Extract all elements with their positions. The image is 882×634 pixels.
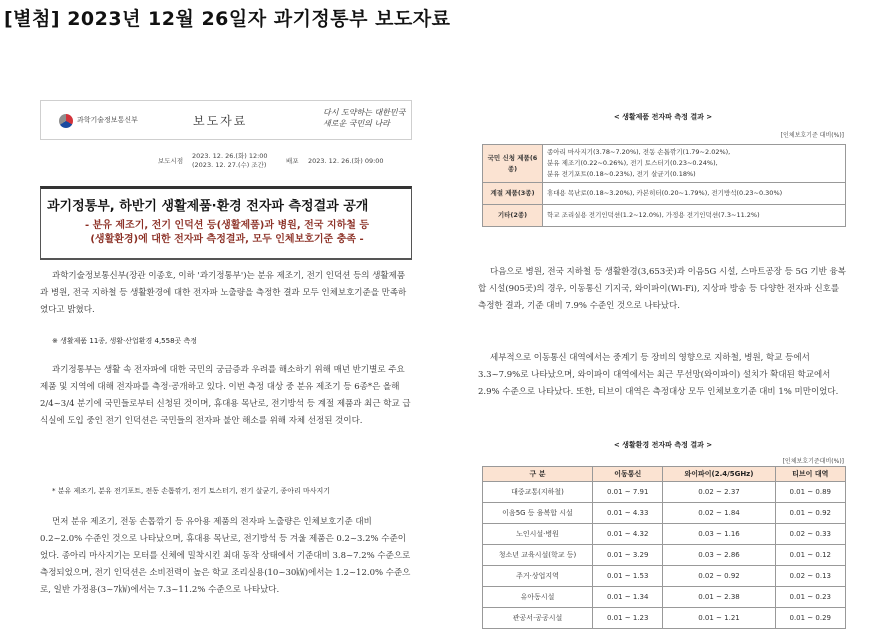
env-table-unit: [인체보호기준대비(%)] (782, 458, 844, 465)
note-1: ※ 생활제품 11종, 생활·산업환경 4,558곳 측정 (52, 337, 198, 345)
headline-box (40, 186, 412, 260)
table-row (483, 608, 846, 629)
product-results-table (482, 144, 846, 227)
table-cell: 0.01 ~ 1.23 (593, 608, 663, 629)
table-row (483, 587, 846, 608)
table-row (483, 482, 846, 503)
table-cell: 0.01 ~ 0.29 (775, 608, 845, 629)
press-release-page-2 (478, 100, 848, 634)
column-header: 구 분 (483, 467, 593, 482)
table-cell: 휴대용 목난로(0.18~3.20%), 카본히터(0.20~1.79%), 전기방석(0.23~0.30%) (543, 183, 846, 205)
table-cell: 0.01 ~ 0.23 (775, 587, 845, 608)
table-header-row (483, 467, 846, 482)
table-cell: 0.01 ~ 4.33 (593, 503, 663, 524)
table-row (483, 545, 846, 566)
paragraph-4: 다음으로 병원, 전국 지하철 등 생활환경(3,653곳)과 이음5G 시설, 스마트공장 등 5G 기반 융복합 시설(905곳)의 경우, 이동통신 기지국, 와이파이(Wi-Fi), 지상파 방송 등 다양한 전자파 신호를 측정한 결과, 기준 대비 7.9% 수준인 것으로 나타났다. (478, 267, 846, 311)
table-cell: 계절 제품(3종) (483, 183, 543, 205)
table-cell: 0.02 ~ 0.13 (775, 566, 845, 587)
distribution-label: 배포 (286, 157, 299, 165)
paragraph-2: 과기정통부는 생활 속 전자파에 대한 국민의 궁금증과 우려를 해소하기 위해 매년 반기별로 주요 제품 및 지역에 대해 전자파를 측정·공개하고 있다. 이번 측정 대상 중 분유 제조기 등 6종*은 올해 2/4~3/4 분기에 국민들로부터 신청된 것이며, 휴대용 목난로, 전기방석 등 계절 제품과 최근 학교 급식실에 도입 중인 전기 인덕션은 국민들의 전자파 불안 해소를 위해 자체 선정된 것이다. (40, 365, 411, 426)
paragraph-5: 세부적으로 이동통신 대역에서는 중계기 등 장비의 영향으로 지하철, 병원, 학교 등에서 3.3~7.9%로 나타났으며, 와이파이 대역에서는 최근 무선망(와이파이) 설치가 확대된 학교에서 2.9% 수준으로 나타났다. 또한, 티브이 대역은 측정대상 모두 인체보호기준 대비 1% 미만이었다. (478, 353, 839, 397)
table-cell: 0.03 ~ 2.86 (663, 545, 775, 566)
headline: 과기정통부, 하반기 생활제품·환경 전자파 측정결과 공개 (47, 199, 369, 214)
table-row (483, 524, 846, 545)
table-cell: 0.01 ~ 3.29 (593, 545, 663, 566)
ministry-logo-icon (59, 114, 73, 128)
table-row (483, 503, 846, 524)
table-cell: 0.01 ~ 0.12 (775, 545, 845, 566)
table-row (483, 145, 846, 183)
table-cell: 0.01 ~ 4.32 (593, 524, 663, 545)
subheadline: - 분유 제조기, 전기 인덕션 등(생활제품)과 병원, 전국 지하철 등 (생활환경)에 대한 전자파 측정결과, 모두 인체보호기준 충족 - (84, 220, 370, 245)
product-table-title: < 생활제품 전자파 측정 결과 > (613, 113, 713, 121)
table-cell: 0.03 ~ 1.16 (663, 524, 775, 545)
page-title: [별첨] 2023년 12월 26일자 과기정통부 보도자료 (4, 8, 451, 30)
table-row (483, 183, 846, 205)
column-header: 이동통신 (593, 467, 663, 482)
table-cell: 0.02 ~ 1.84 (663, 503, 775, 524)
document-header (40, 100, 412, 140)
table-cell: 0.02 ~ 0.33 (775, 524, 845, 545)
table-cell: 0.02 ~ 0.92 (663, 566, 775, 587)
press-release-page-1 (40, 100, 412, 634)
table-row (483, 205, 846, 227)
column-header: 티브이 대역 (775, 467, 845, 482)
note-2: * 분유 제조기, 분유 전기포트, 전동 손톱깎기, 전기 토스터기, 전기 살균기, 종아리 마사지기 (52, 487, 330, 495)
paragraph-3: 먼저 분유 제조기, 전동 손톱깎기 등 유아용 제품의 전자파 노출량은 인체보호기준 대비 0.2~2.0% 수준인 것으로 나타났으며, 휴대용 목난로, 전기방석 등 겨울 제품은 0.2~3.2% 수준이었다. 종아리 마사지기는 모터를 신체에 밀착시킨 최대 동작 상태에서 기준대비 3.8~7.2% 수준으로 측정되었으며, 전기 인덕션은 소비전력이 높은 학교 조리실용(10~30㎾)에서는 1.2~12.0% 수준으로, 일반 가정용(3~7㎾)에서는 7.3~11.2% 수준으로 나타났다. (40, 517, 411, 595)
table-row (483, 566, 846, 587)
product-table-unit: [인체보호기준 대비(%)] (780, 132, 844, 139)
table-cell: 대중교통(지하철) (483, 482, 593, 503)
table-cell: 노인시설·병원 (483, 524, 593, 545)
table-cell: 주거·상업지역 (483, 566, 593, 587)
table-cell: 0.01 ~ 7.91 (593, 482, 663, 503)
table-cell: 0.01 ~ 1.34 (593, 587, 663, 608)
table-cell: 0.01 ~ 0.92 (775, 503, 845, 524)
ministry-name: 과학기술정보통신부 (77, 116, 138, 124)
distribution-date: 2023. 12. 26.(화) 09:00 (308, 157, 384, 165)
table-cell: 종아리 마사지기(3.78~7.20%), 전동 손톱깎기(1.79~2.02%), 분유 제조기(0.22~0.26%), 전기 토스터기(0.23~0.24%), 분유 전기포트(0.18~0.23%), 전기 살균기(0.18%) (543, 145, 846, 183)
embargo-label: 보도시점 (158, 157, 184, 165)
slogan-logo: 다시 도약하는 대한민국 새로운 국민의 나라 (323, 108, 406, 128)
press-release-label: 보도자료 (193, 114, 248, 128)
table-cell: 이음5G 등 융복합 시설 (483, 503, 593, 524)
table-cell: 0.01 ~ 1.21 (663, 608, 775, 629)
table-cell: 관공서·공공시설 (483, 608, 593, 629)
table-cell: 0.02 ~ 2.37 (663, 482, 775, 503)
table-cell: 기타(2종) (483, 205, 543, 227)
table-cell: 학교 조리실용 전기인덕션(1.2~12.0%), 가정용 전기인덕션(7.3~11.2%) (543, 205, 846, 227)
table-cell: 유아동시설 (483, 587, 593, 608)
embargo-dates: 2023. 12. 26.(화) 12:00 (2023. 12. 27.(수) 조간) (192, 152, 268, 169)
paragraph-1: 과학기술정보통신부(장관 이종호, 이하 '과기정통부')는 분유 제조기, 전기 인덕션 등의 생활제품과 병원, 전국 지하철 등 생활환경에 대한 전자파 노출량을 측정한 결과 모두 인체보호기준을 만족하였다고 밝혔다. (40, 271, 407, 315)
env-table-title: < 생활환경 전자파 측정 결과 > (613, 441, 713, 449)
table-cell: 국민 신청 제품(6종) (483, 145, 543, 183)
environment-results-table (482, 466, 846, 629)
table-cell: 0.01 ~ 1.53 (593, 566, 663, 587)
table-cell: 청소년 교육시설(학교 등) (483, 545, 593, 566)
table-cell: 0.01 ~ 2.38 (663, 587, 775, 608)
table-cell: 0.01 ~ 0.89 (775, 482, 845, 503)
release-dates (40, 150, 412, 176)
column-header: 와이파이(2.4/5GHz) (663, 467, 775, 482)
